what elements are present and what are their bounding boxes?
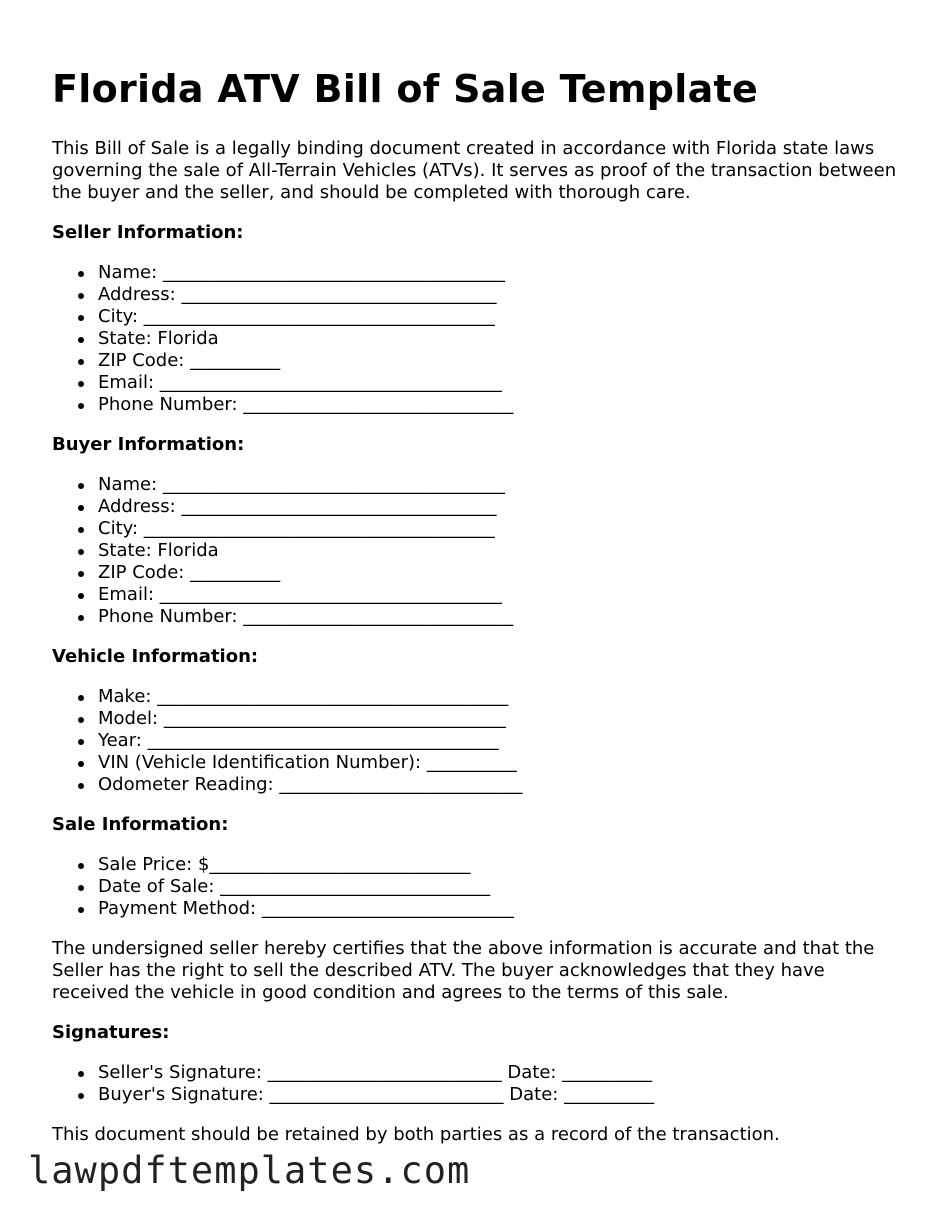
vehicle-heading: Vehicle Information:: [52, 646, 259, 667]
seller-list: [52, 262, 902, 416]
vehicle-make-field: Make: _______________________________________: [98, 686, 902, 708]
document-title: Florida ATV Bill of Sale Template: [52, 67, 759, 111]
vehicle-vin-field: VIN (Vehicle Identification Number): __________: [98, 752, 902, 774]
signatures-heading: Signatures:: [52, 1022, 170, 1043]
seller-name-field: Name: ______________________________________: [98, 262, 902, 284]
vehicle-odometer-field: Odometer Reading: ___________________________: [98, 774, 902, 796]
seller-state-field: State: Florida: [98, 328, 902, 350]
buyer-city-field: City: _______________________________________: [98, 518, 902, 540]
seller-zip-field: ZIP Code: __________: [98, 350, 902, 372]
vehicle-model-field: Model: ______________________________________: [98, 708, 902, 730]
sale-price-field: Sale Price: $_____________________________: [98, 854, 902, 876]
buyer-state-field: State: Florida: [98, 540, 902, 562]
intro-paragraph: This Bill of Sale is a legally binding document created in accordance with Florida state laws governing the sale of All-Terrain Vehicles (ATVs). It serves as proof of the transaction between the buyer and the seller, and should be completed with thorough care.: [52, 138, 897, 203]
sale-heading: Sale Information:: [52, 814, 229, 835]
buyer-phone-field: Phone Number: ______________________________: [98, 606, 902, 628]
seller-signature-line: Seller's Signature: __________________________ Date: __________: [98, 1062, 902, 1084]
sale-date-field: Date of Sale: ______________________________: [98, 876, 902, 898]
sale-list: [52, 854, 902, 920]
closing-paragraph: This document should be retained by both parties as a record of the transaction.: [52, 1124, 780, 1145]
buyer-list: [52, 474, 902, 628]
buyer-signature-line: Buyer's Signature: __________________________ Date: __________: [98, 1084, 902, 1106]
buyer-email-field: Email: ______________________________________: [98, 584, 902, 606]
signatures-list: [52, 1062, 902, 1106]
seller-phone-field: Phone Number: ______________________________: [98, 394, 902, 416]
vehicle-year-field: Year: _______________________________________: [98, 730, 902, 752]
buyer-heading: Buyer Information:: [52, 434, 245, 455]
seller-city-field: City: _______________________________________: [98, 306, 902, 328]
vehicle-list: [52, 686, 902, 796]
sale-payment-field: Payment Method: ____________________________: [98, 898, 902, 920]
buyer-zip-field: ZIP Code: __________: [98, 562, 902, 584]
buyer-address-field: Address: ___________________________________: [98, 496, 902, 518]
buyer-name-field: Name: ______________________________________: [98, 474, 902, 496]
document-page: [52, 62, 902, 1164]
seller-heading: Seller Information:: [52, 222, 244, 243]
watermark-text: lawpdftemplates.com: [28, 1149, 471, 1192]
seller-address-field: Address: ___________________________________: [98, 284, 902, 306]
seller-email-field: Email: ______________________________________: [98, 372, 902, 394]
certification-paragraph: The undersigned seller hereby certifies that the above information is accurate and that the Seller has the right to sell the described ATV. The buyer acknowledges that they have received the vehicle in good condition and agrees to the terms of this sale.: [52, 938, 875, 1003]
